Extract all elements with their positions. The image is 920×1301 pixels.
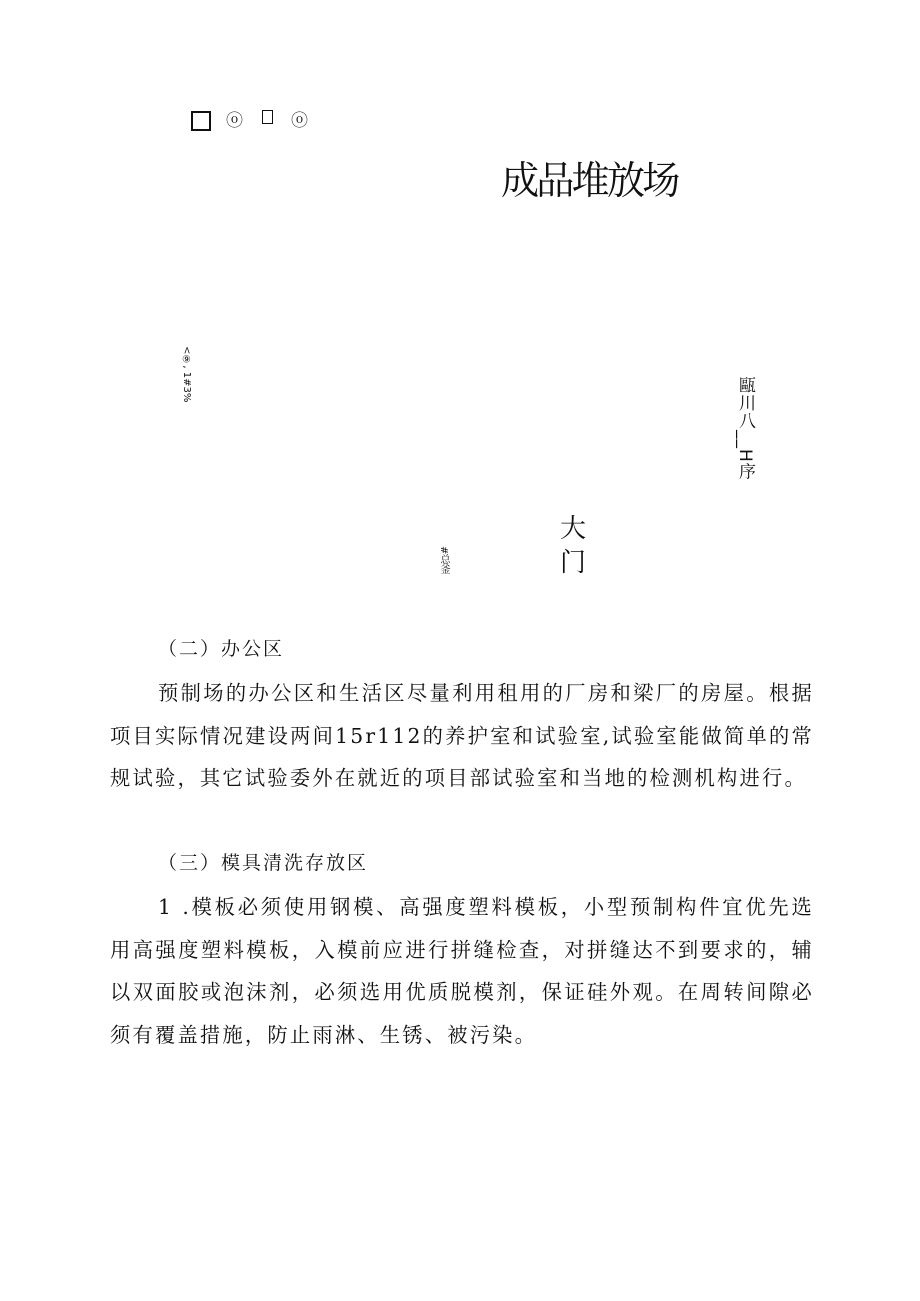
header-fragment-1: ⓞ — [226, 111, 244, 131]
header-fragment-2: ⓞ — [291, 111, 309, 131]
header-small-box-icon — [262, 110, 273, 124]
section-heading-mold-area: （三）模具清洗存放区 — [158, 852, 369, 874]
diagram-title: 成品堆放场 — [501, 159, 678, 204]
diagram-left-vertical-label: <⑨, 1#3% — [181, 346, 192, 403]
gate-label: 大门 — [560, 514, 587, 578]
paragraph-mold-area: 1 .模板必须使用钢模、高强度塑料模板，小型预制构件宜优先选用高强度塑料模板，入模前应进行拼缝检查，对拼缝达不到要求的，辅以双面胶或泡沫剂，必须选用优质脱模剂，保证硅外观。在周转间隙必须有覆盖措施，防止雨淋、生锈、被污染。 — [110, 895, 814, 1047]
diagram-bottom-small-label: #总釜 — [438, 546, 449, 575]
paragraph-office-area: 预制场的办公区和生活区尽量利用租用的厂房和梁厂的房屋。根据项目实际情况建设两间15r112的养护室和试验室,试验室能做简单的常规试验，其它试验委外在就近的项目部试验室和当地的检测机构进行。 — [110, 681, 814, 790]
header-box-icon — [191, 111, 211, 131]
diagram-right-vertical-label: 甌川八__H序 — [735, 376, 755, 481]
section-heading-office-area: （二）办公区 — [158, 638, 285, 660]
